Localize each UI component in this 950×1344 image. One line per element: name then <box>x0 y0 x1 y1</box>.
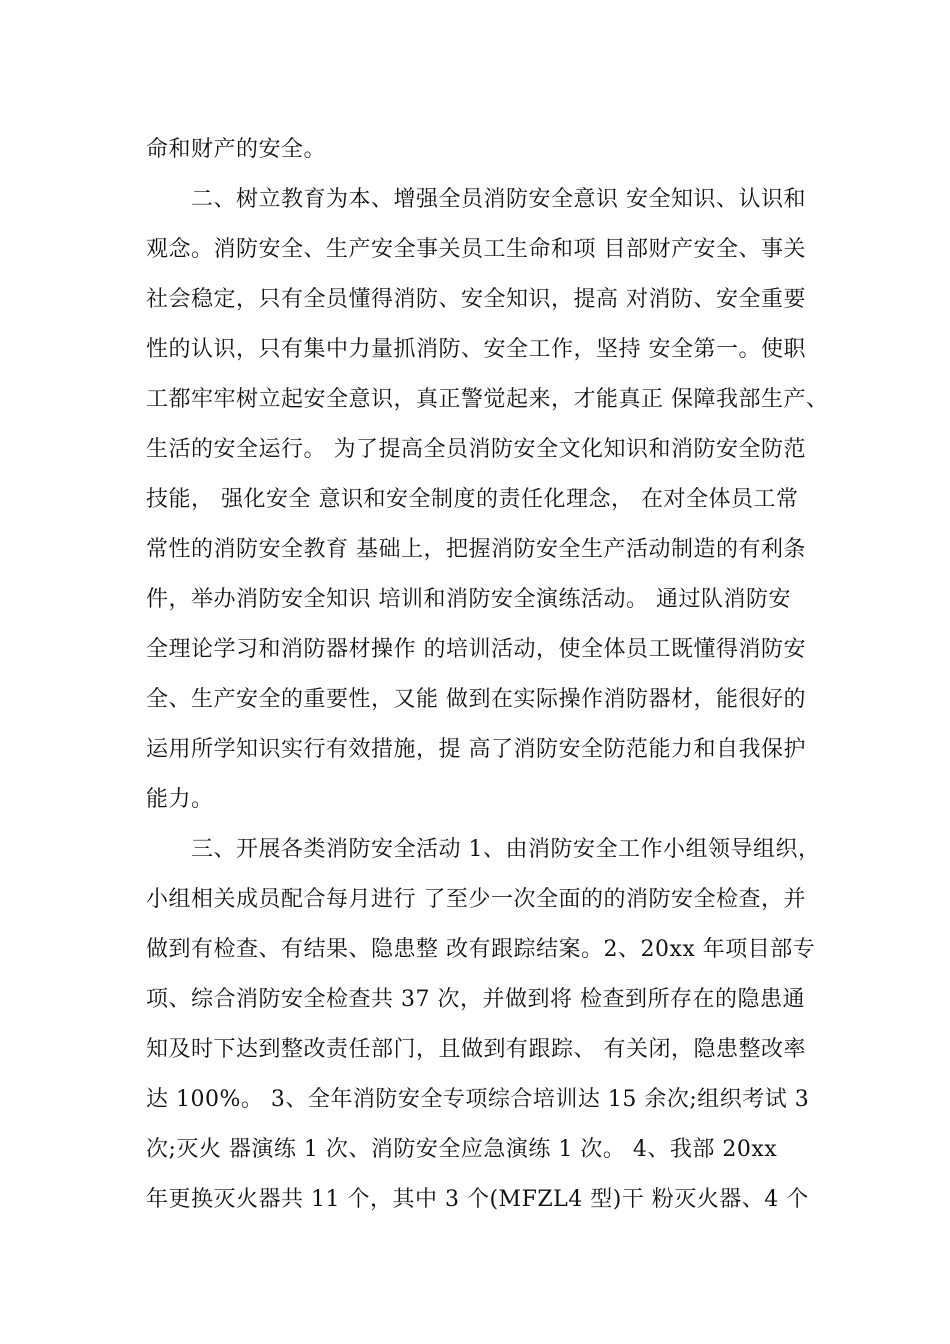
text-line: 小组相关成员配合每月进行 了至少一次全面的的消防安全检查，并 <box>146 887 806 912</box>
text-line: 常性的消防安全教育 基础上，把握消防安全生产活动制造的有利条 <box>146 537 806 562</box>
text-line: 全理论学习和消防器材操作 的培训活动，使全体员工既懂得消防安 <box>146 637 806 662</box>
text-line: 二、树立教育为本、增强全员消防安全意识 安全知识、认识和 <box>146 187 806 212</box>
text-line: 能力。 <box>146 787 214 812</box>
text-line: 件，举办消防安全知识 培训和消防安全演练活动。 通过队消防安 <box>146 587 791 612</box>
text-line: 社会稳定，只有全员懂得消防、安全知识，提高 对消防、安全重要 <box>146 287 806 312</box>
text-line: 全、生产安全的重要性，又能 做到在实际操作消防器材，能很好的 <box>146 687 806 712</box>
text-line: 性的认识，只有集中力量抓消防、安全工作，坚持 安全第一。使职 <box>146 337 806 362</box>
text-line: 观念。消防安全、生产安全事关员工生命和项 目部财产安全、事关 <box>146 237 806 262</box>
text-line: 命和财产的安全。 <box>146 137 327 162</box>
text-line: 三、开展各类消防安全活动 1、由消防安全工作小组领导组织， <box>146 837 821 862</box>
text-line: 技能， 强化安全 意识和安全制度的责任化理念， 在对全体员工常 <box>146 487 799 512</box>
text-line: 年更换灭火器共 11 个，其中 3 个(MFZL4 型)干 粉灭火器、4 个 <box>146 1187 809 1212</box>
text-line: 工都牢牢树立起安全意识，真正警觉起来，才能真正 保障我部生产、 <box>146 387 829 412</box>
text-line: 生活的安全运行。 为了提高全员消防安全文化知识和消防安全防范 <box>146 437 806 462</box>
text-line: 项、综合消防安全检查共 37 次，并做到将 检查到所存在的隐患通 <box>146 987 805 1012</box>
text-line: 次;灭火 器演练 1 次、消防安全应急演练 1 次。 4、我部 20xx <box>146 1137 778 1162</box>
text-line: 达 100%。 3、全年消防安全专项综合培训达 15 余次;组织考试 3 <box>146 1087 810 1112</box>
text-line: 做到有检查、有结果、隐患整 改有跟踪结案。2、20xx 年项目部专 <box>146 937 816 962</box>
text-line: 知及时下达到整改责任部门，且做到有跟踪、 有关闭，隐患整改率 <box>146 1037 806 1062</box>
text-line: 运用所学知识实行有效措施，提 高了消防安全防范能力和自我保护 <box>146 737 806 762</box>
